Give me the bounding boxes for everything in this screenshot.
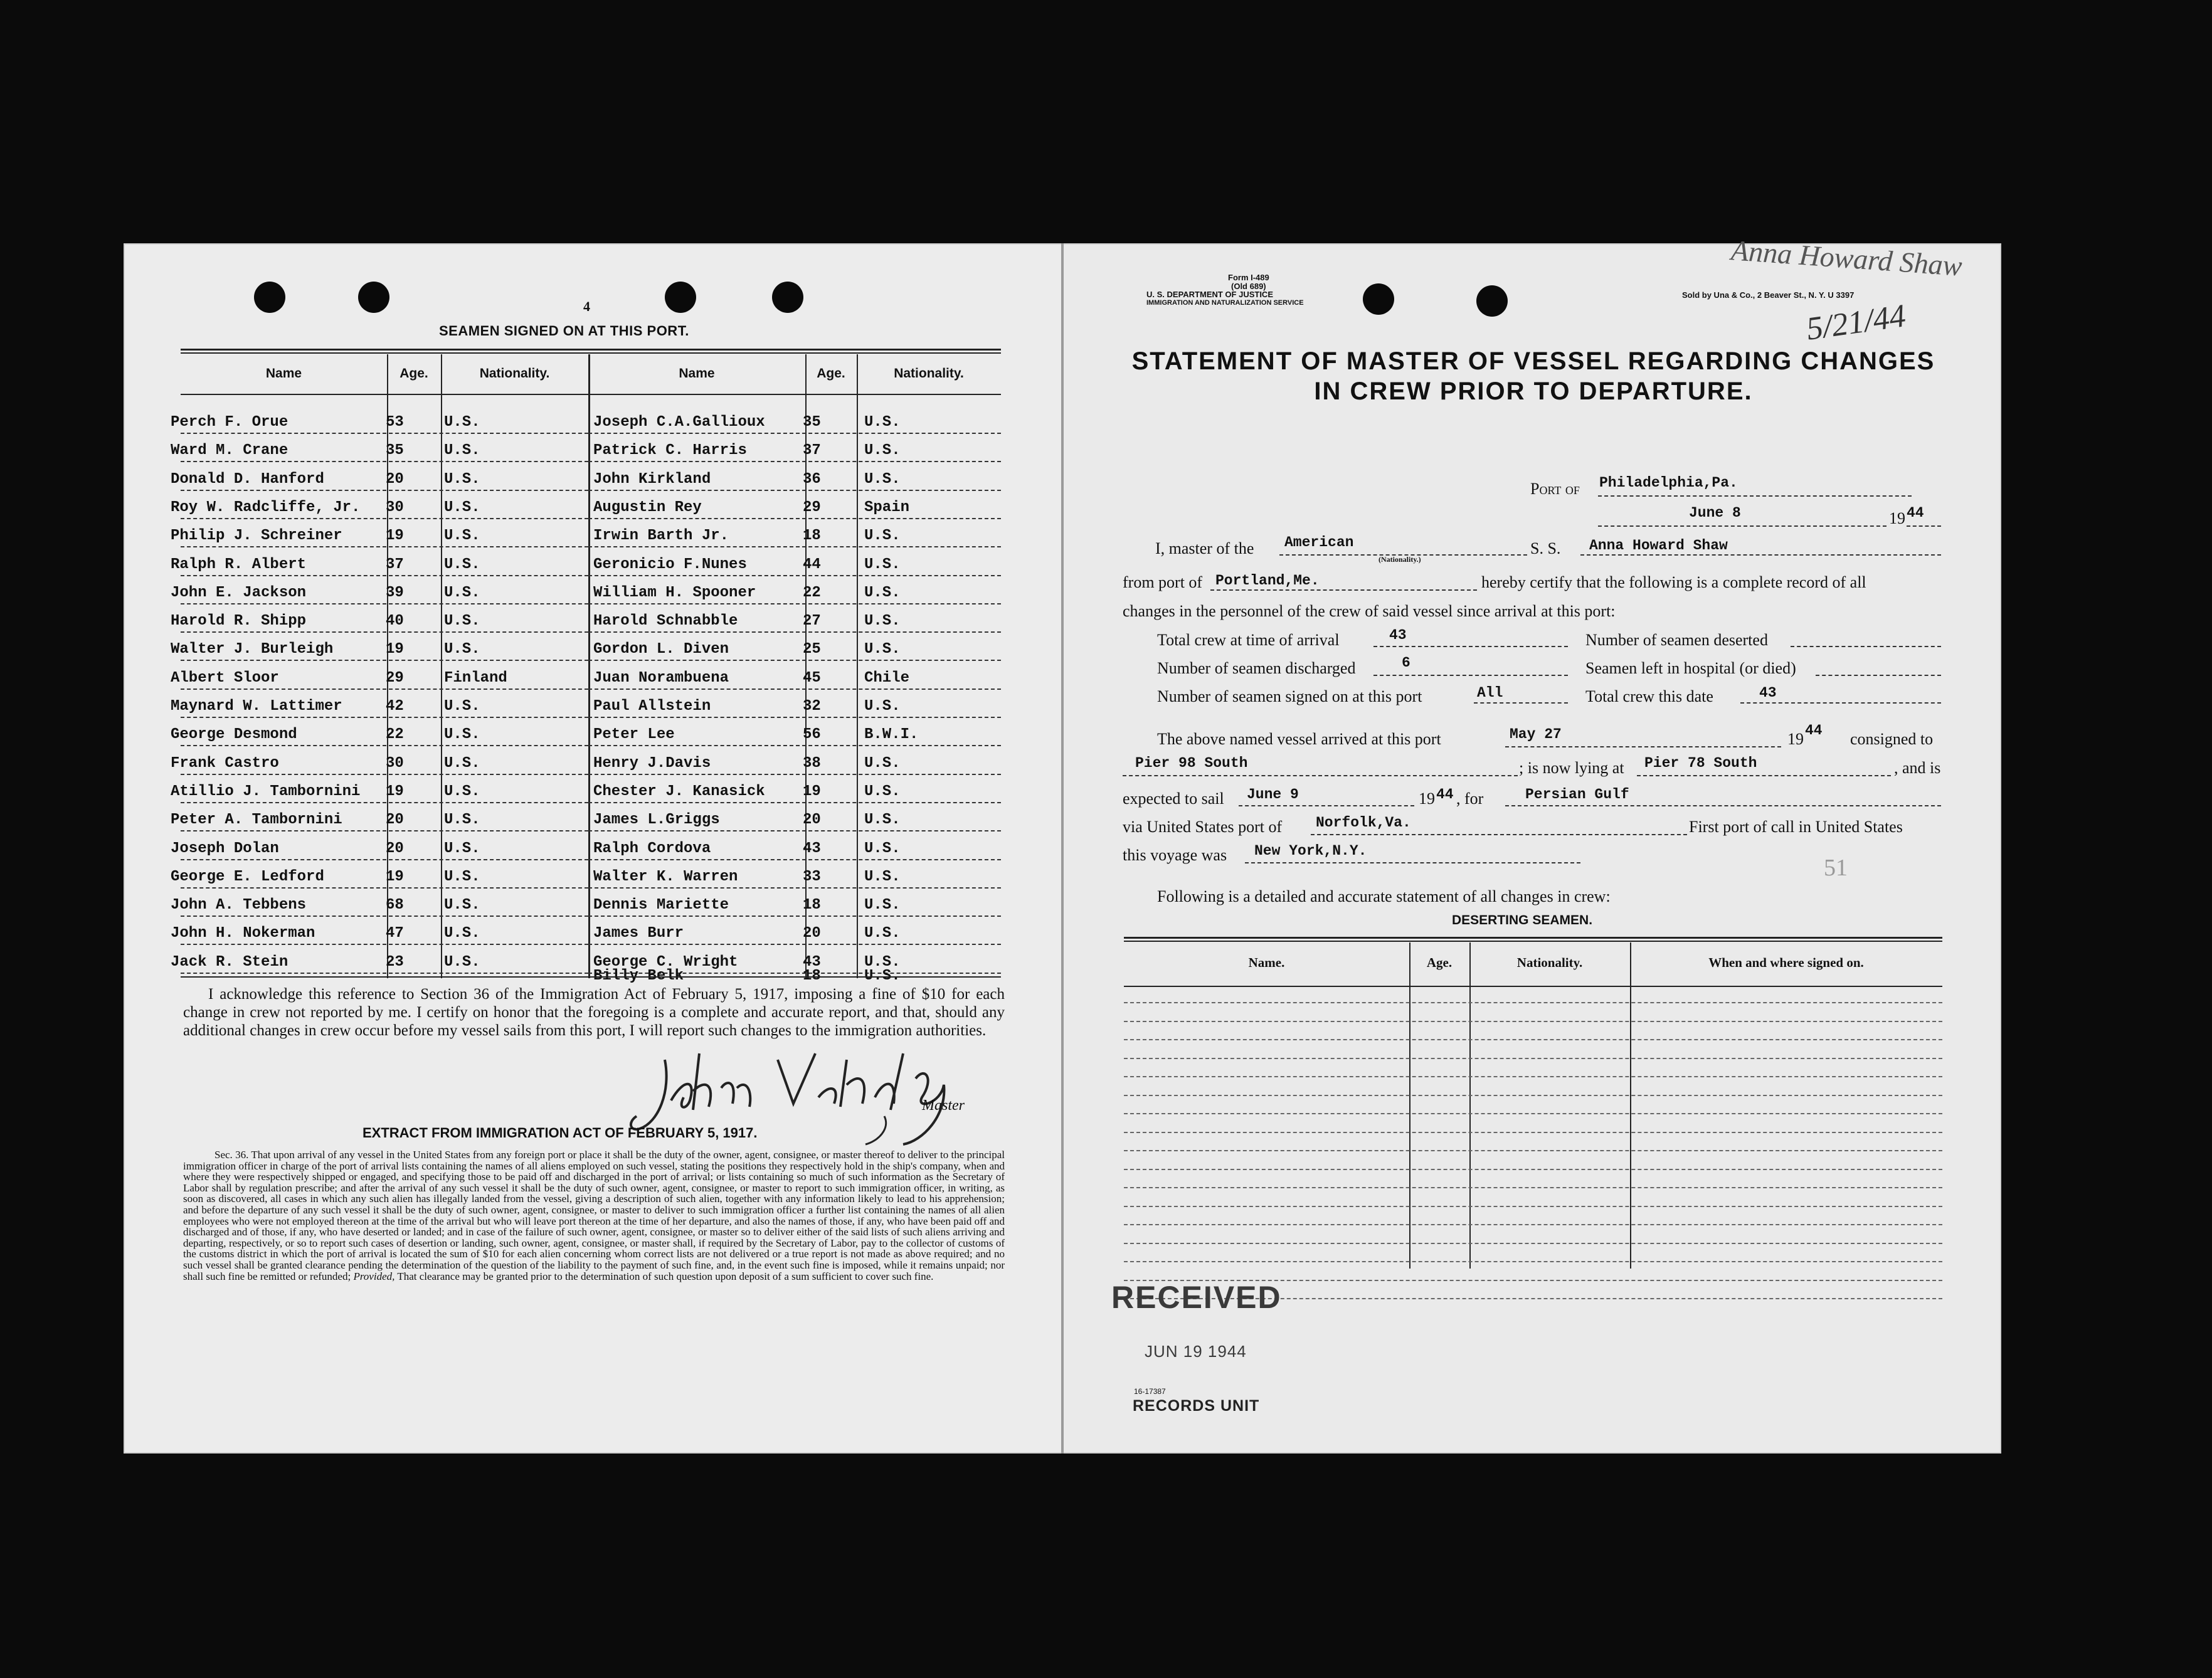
total-crew-date-value: 43 (1759, 685, 1777, 701)
table-cell: U.S. (864, 868, 901, 885)
desert-col-age: Age. (1426, 955, 1453, 970)
table-cell: 19 (386, 641, 404, 658)
col-header-nationality: Nationality. (479, 366, 550, 381)
table-row (1124, 1113, 1942, 1114)
section-title: SEAMEN SIGNED ON AT THIS PORT. (439, 323, 689, 339)
table-cell: 22 (803, 584, 821, 601)
table-cell: U.S. (864, 783, 901, 800)
handwritten-ship-name: Anna Howard Shaw (1730, 234, 1964, 282)
table-cell: William H. Spooner (593, 584, 756, 601)
row-rule (181, 859, 588, 860)
lying-label: ; is now lying at (1519, 759, 1624, 777)
table-cell: 18 (803, 527, 821, 545)
table-cell: 43 (803, 953, 821, 971)
row-rule (181, 717, 588, 718)
table-cell: U.S. (864, 527, 901, 545)
table-cell: Peter A. Tambornini (171, 811, 342, 829)
row-rule (181, 518, 588, 519)
expected-label: expected to sail (1123, 789, 1224, 808)
punch-hole (358, 282, 389, 313)
total-crew-date-label: Total crew this date (1585, 687, 1713, 705)
table-cell: 42 (386, 698, 404, 715)
table-cell: Ralph R. Albert (171, 556, 307, 573)
table-row (1124, 1224, 1942, 1225)
table-cell: 56 (803, 726, 821, 744)
table-cell: U.S. (444, 470, 480, 488)
table-cell: U.S. (444, 811, 480, 829)
table-cell: U.S. (864, 811, 901, 829)
following-text: Following is a detailed and accurate statement of all changes in crew: (1157, 887, 1611, 905)
table-cell: 38 (803, 754, 821, 772)
discharged-value: 6 (1402, 655, 1410, 671)
table-cell: 44 (803, 556, 821, 573)
table-cell: Roy W. Radcliffe, Jr. (171, 499, 361, 516)
signed-on-label: Number of seamen signed on at this port (1157, 687, 1422, 705)
table-cell: 19 (386, 783, 404, 800)
row-rule (181, 461, 588, 462)
table-cell: U.S. (864, 556, 901, 573)
row-rule (588, 916, 1001, 917)
table-cell: U.S. (444, 442, 480, 460)
table-cell: 18 (803, 967, 821, 984)
row-rule (588, 546, 1001, 547)
table-cell: 30 (386, 754, 404, 772)
table-cell: U.S. (864, 925, 901, 942)
row-rule (181, 830, 588, 831)
via-label: via United States port of (1123, 818, 1283, 836)
table-cell: U.S. (864, 897, 901, 914)
hospital-label: Seamen left in hospital (or died) (1585, 659, 1796, 677)
table-cell: U.S. (444, 868, 480, 885)
table-cell: Geronicio F.Nunes (593, 556, 747, 573)
row-rule (181, 887, 588, 889)
table-cell: U.S. (444, 726, 480, 744)
port-of-label: Port of (1530, 480, 1580, 498)
table-cell: George Desmond (171, 726, 297, 744)
table-cell: U.S. (444, 527, 480, 545)
table-cell: Paul Allstein (593, 698, 711, 715)
ss-label: S. S. (1530, 539, 1561, 557)
table-cell: U.S. (444, 613, 480, 630)
table-cell: 18 (803, 897, 821, 914)
row-rule (181, 973, 588, 974)
row-rule (181, 689, 588, 690)
table-row (1124, 1243, 1942, 1244)
desert-col-name: Name. (1248, 955, 1285, 970)
first-call-label: First port of call in United States (1689, 818, 1903, 836)
table-cell: 37 (803, 442, 821, 460)
table-cell: Harold R. Shipp (171, 613, 307, 630)
signed-on-value: All (1477, 685, 1503, 701)
table-cell: 19 (386, 868, 404, 885)
table-cell: Walter J. Burleigh (171, 641, 334, 658)
arrived-year-prefix: 19 (1787, 730, 1804, 748)
table-cell: Chile (864, 669, 910, 687)
extract-lead: Sec. 36. (214, 1149, 249, 1161)
for-label: , for (1456, 789, 1484, 808)
table-cell: 29 (803, 499, 821, 516)
service-name: IMMIGRATION AND NATURALIZATION SERVICE (1146, 299, 1304, 307)
arrived-date: May 27 (1510, 726, 1562, 742)
row-rule (588, 887, 1001, 889)
year-value: 44 (1907, 505, 1924, 521)
table-cell: 35 (386, 442, 404, 460)
master-label: Master (922, 1097, 965, 1114)
table-cell: Billy Belk (593, 967, 684, 984)
table-cell: Albert Sloor (171, 669, 279, 687)
table-cell: 47 (386, 925, 404, 942)
row-rule (181, 490, 588, 491)
table-row (1124, 1187, 1942, 1188)
page-fold (1061, 243, 1064, 1454)
table-cell: U.S. (444, 840, 480, 857)
row-rule (181, 916, 588, 917)
table-cell: U.S. (444, 641, 480, 658)
table-cell: Maynard W. Lattimer (171, 698, 342, 715)
row-rule (588, 518, 1001, 519)
row-rule (588, 461, 1001, 462)
row-rule (181, 660, 588, 661)
changes-text: changes in the personnel of the crew of said vessel since arrival at this port: (1123, 602, 1616, 620)
table-cell: 20 (386, 840, 404, 857)
table-row (1124, 1150, 1942, 1151)
form-title-line1: STATEMENT OF MASTER OF VESSEL REGARDING CHANGES (1131, 347, 1935, 375)
table-row (1124, 1076, 1942, 1077)
table-cell: U.S. (864, 754, 901, 772)
table-cell: 30 (386, 499, 404, 516)
table-cell: James Burr (593, 925, 684, 942)
extract-tail: That clearance may be granted prior to the determination of such question upon deposit of a sum sufficient to cover such fine. (397, 1270, 934, 1282)
table-cell: Walter K. Warren (593, 868, 738, 885)
sail-year-value: 44 (1436, 786, 1454, 803)
deserted-label: Number of seamen deserted (1585, 631, 1768, 649)
table-cell: U.S. (864, 953, 901, 971)
vessel-nationality: American (1284, 534, 1354, 551)
table-cell: Spain (864, 499, 910, 516)
arrived-label: The above named vessel arrived at this port (1157, 730, 1441, 748)
table-cell: U.S. (864, 470, 901, 488)
table-cell: Atillio J. Tambornini (171, 783, 361, 800)
row-rule (181, 774, 588, 775)
table-cell: John A. Tebbens (171, 897, 307, 914)
table-cell: John Kirkland (593, 470, 711, 488)
table-row (1124, 1206, 1942, 1207)
punch-hole (254, 282, 285, 313)
table-cell: 19 (803, 783, 821, 800)
sail-year-prefix: 19 (1419, 789, 1435, 808)
printer-note: Sold by Una & Co., 2 Beaver St., N. Y. U 3397 (1682, 290, 1855, 300)
table-cell: U.S. (444, 754, 480, 772)
table-cell: Peter Lee (593, 726, 675, 744)
table-cell: U.S. (444, 414, 480, 431)
punch-hole (772, 282, 803, 313)
table-cell: 20 (386, 811, 404, 829)
table-cell: 27 (803, 613, 821, 630)
table-cell: Frank Castro (171, 754, 279, 772)
table-cell: U.S. (444, 925, 480, 942)
discharged-label: Number of seamen discharged (1157, 659, 1356, 677)
table-cell: Patrick C. Harris (593, 442, 747, 460)
arrived-year: 44 (1805, 722, 1823, 739)
from-port-label: from port of (1123, 573, 1203, 591)
table-cell: U.S. (864, 414, 901, 431)
table-cell: 39 (386, 584, 404, 601)
table-cell: 33 (803, 868, 821, 885)
statement-date: June 8 (1689, 505, 1741, 521)
table-cell: U.S. (444, 953, 480, 971)
extract-body: That upon arrival of any vessel in the United States from any foreign port or place it shall be the duty of the owner, agent, consignee, or master thereof to deliver to the principal immigration officer in charge of the port of arrival lists containing the names of all aliens employed on such vessel, stating the positions they respectively hold in the ship's company, when and where they were respectively shipped or engaged, and specifying those to be paid off and discharged in the port of arrival; or lists containing so much of such information as the Secretary of Labor shall by regulation prescribe; and after the arrival of any such vessel it shall be the duty of such owner, agent, consignee, or master to report to such immigration officer, in writing, as soon as discovered, all cases in which any such alien has illegally landed from the vessel, giving a description of such alien, together with any information likely to lead to his apprehension; and before the departure of any such vessel it shall be the duty of such owner, agent, consignee, or master to deliver to such immigration officer a further list containing the names of all alien employees who were not employed thereon at the time of the arrival but who will leave port thereon at the time of her departure, and also the names of those, if any, who have been paid off and discharged and of those, if any, who have deserted or landed; and in case of the failure of such owner, agent, consignee, or master so to deliver either of the said lists of such aliens arriving and departing, respectively, or so to report such cases of desertion or landing, such owner, agent, consignee, or master shall, if required by the Secretary of Labor, pay to the collector of customs of the customs district in which the port of arrival is located the sum of $10 for each alien concerning whom correct lists are not delivered or a true report is not made as above required; and no such vessel shall be granted clearance pending the determination of the question of the liability to the payment of such fine, and, in the event such fine is imposed, while it remains unpaid; nor shall such fine be remitted or refunded; (183, 1149, 1005, 1282)
table-cell: Dennis Mariette (593, 897, 729, 914)
row-rule (588, 830, 1001, 831)
punch-hole (1476, 285, 1508, 317)
col-header-age: Age. (400, 366, 428, 381)
row-rule (588, 859, 1001, 860)
ship-name: Anna Howard Shaw (1589, 537, 1728, 554)
row-rule (588, 774, 1001, 775)
row-rule (181, 745, 588, 746)
received-stamp-date: JUN 19 1944 (1145, 1342, 1247, 1361)
row-rule (588, 433, 1001, 434)
row-rule (588, 689, 1001, 690)
voyage-label: this voyage was (1123, 846, 1227, 864)
handwritten-date: 5/21/44 (1804, 298, 1908, 347)
row-rule (588, 802, 1001, 803)
table-cell: 45 (803, 669, 821, 687)
table-cell: U.S. (444, 783, 480, 800)
table-row (1124, 1132, 1942, 1133)
table-cell: 20 (803, 925, 821, 942)
form-number: Form I-489 (1228, 273, 1269, 282)
table-row (1124, 1058, 1942, 1059)
desert-col-nationality: Nationality. (1516, 955, 1583, 970)
col-header-nationality: Nationality. (894, 366, 964, 381)
form-old-number: (Old 689) (1231, 282, 1266, 291)
table-cell: Augustin Rey (593, 499, 702, 516)
row-rule (588, 575, 1001, 576)
table-cell: U.S. (864, 613, 901, 630)
punch-hole (665, 282, 696, 313)
table-cell: 40 (386, 613, 404, 630)
table-cell: Jack R. Stein (171, 953, 288, 971)
col-header-name: Name (679, 366, 715, 381)
row-rule (181, 546, 588, 547)
total-crew-arrival-value: 43 (1389, 627, 1407, 643)
received-stamp: RECEIVED (1111, 1280, 1282, 1315)
table-cell: Gordon L. Diven (593, 641, 729, 658)
form-title-line2: IN CREW PRIOR TO DEPARTURE. (1314, 377, 1753, 405)
table-cell: U.S. (864, 641, 901, 658)
records-unit-stamp: RECORDS UNIT (1133, 1397, 1260, 1415)
certify-text: hereby certify that the following is a complete record of all (1481, 573, 1866, 591)
row-rule (181, 944, 588, 945)
consigned-to-value: Pier 98 South (1135, 755, 1248, 771)
table-row (1124, 1002, 1942, 1003)
table-cell: 29 (386, 669, 404, 687)
table-cell: B.W.I. (864, 726, 919, 744)
first-call-value: New York,N.Y. (1254, 843, 1367, 859)
table-cell: Donald D. Hanford (171, 470, 324, 488)
row-rule (181, 575, 588, 576)
table-cell: U.S. (444, 698, 480, 715)
pencil-number: 51 (1824, 855, 1848, 881)
table-cell: Ralph Cordova (593, 840, 711, 857)
table-cell: 35 (803, 414, 821, 431)
via-port-value: Norfolk,Va. (1316, 815, 1411, 831)
table-cell: 19 (386, 527, 404, 545)
table-cell: U.S. (864, 584, 901, 601)
table-cell: 37 (386, 556, 404, 573)
table-cell: George C. Wright (593, 953, 738, 971)
port-of-value: Philadelphia,Pa. (1599, 475, 1738, 491)
table-row (1124, 1169, 1942, 1170)
row-rule (181, 631, 588, 633)
department-name: U. S. DEPARTMENT OF JUSTICE (1146, 290, 1273, 299)
table-cell: U.S. (864, 840, 901, 857)
from-port-value: Portland,Me. (1215, 573, 1320, 589)
row-rule (588, 631, 1001, 633)
extract-title: EXTRACT FROM IMMIGRATION ACT OF FEBRUARY 5, 1917. (362, 1125, 758, 1141)
table-cell: Harold Schnabble (593, 613, 738, 630)
row-rule (588, 490, 1001, 491)
table-cell: 20 (803, 811, 821, 829)
sail-date-value: June 9 (1247, 786, 1299, 803)
row-rule (588, 603, 1001, 604)
master-of-label: I, master of the (1155, 539, 1254, 557)
table-cell: 32 (803, 698, 821, 715)
table-cell: Finland (444, 669, 507, 687)
table-row (1124, 1261, 1942, 1262)
table-cell: John H. Nokerman (171, 925, 315, 942)
table-cell: 53 (386, 414, 404, 431)
page-number: 4 (583, 298, 590, 314)
col-header-age: Age. (817, 366, 845, 381)
table-row (1124, 1039, 1942, 1040)
row-rule (588, 717, 1001, 718)
table-cell: Philip J. Schreiner (171, 527, 342, 545)
table-cell: Joseph C.A.Gallioux (593, 414, 765, 431)
nationality-caption: (Nationality.) (1379, 555, 1421, 564)
table-cell: Joseph Dolan (171, 840, 279, 857)
table-cell: 36 (803, 470, 821, 488)
table-cell: Chester J. Kanasick (593, 783, 765, 800)
acknowledgement-text: I acknowledge this reference to Section 36 of the Immigration Act of February 5, 1917, imposing a fine of $10 for each change in crew not reported by me. I certify on honor that the foregoing is a complete and accurate report, and that, should any additional changes in crew occur before my vessel sails from this port, I will report such changes to the immigration authorities. (183, 986, 1005, 1039)
table-cell: 68 (386, 897, 404, 914)
extract-text (183, 1149, 1005, 1282)
table-cell: U.S. (864, 698, 901, 715)
row-rule (588, 660, 1001, 661)
row-rule (588, 745, 1001, 746)
table-cell: Henry J.Davis (593, 754, 711, 772)
table-cell: 43 (803, 840, 821, 857)
table-cell: U.S. (444, 584, 480, 601)
table-cell: Irwin Barth Jr. (593, 527, 729, 545)
table-cell: Perch F. Orue (171, 414, 288, 431)
table-cell: George E. Ledford (171, 868, 324, 885)
table-cell: 23 (386, 953, 404, 971)
row-rule (181, 802, 588, 803)
table-cell: U.S. (444, 556, 480, 573)
table-cell: U.S. (864, 967, 901, 984)
table-cell: James L.Griggs (593, 811, 720, 829)
table-cell: 25 (803, 641, 821, 658)
destination-value: Persian Gulf (1525, 786, 1629, 803)
table-cell: U.S. (444, 499, 480, 516)
row-rule (181, 433, 588, 434)
punch-hole (1363, 283, 1394, 315)
table-row (1124, 1095, 1942, 1096)
table-cell: 20 (386, 470, 404, 488)
desert-col-signed: When and where signed on. (1708, 955, 1864, 970)
table-cell: U.S. (864, 442, 901, 460)
deserting-title: DESERTING SEAMEN. (1452, 913, 1593, 927)
consigned-label: consigned to (1850, 730, 1934, 748)
table-row (1124, 1021, 1942, 1022)
table-cell: 22 (386, 726, 404, 744)
table-cell: John E. Jackson (171, 584, 307, 601)
lying-at-value: Pier 78 South (1644, 755, 1757, 771)
extract-provided: Provided, (353, 1270, 395, 1282)
and-is-label: , and is (1894, 759, 1941, 777)
row-rule (181, 603, 588, 604)
table-cell: Ward M. Crane (171, 442, 288, 460)
table-cell: U.S. (444, 897, 480, 914)
col-header-name: Name (265, 366, 302, 381)
year-prefix: 19 (1889, 509, 1905, 527)
stamp-code: 16-17387 (1134, 1387, 1166, 1396)
total-crew-arrival-label: Total crew at time of arrival (1157, 631, 1340, 649)
table-cell: Juan Norambuena (593, 669, 729, 687)
row-rule (588, 944, 1001, 945)
